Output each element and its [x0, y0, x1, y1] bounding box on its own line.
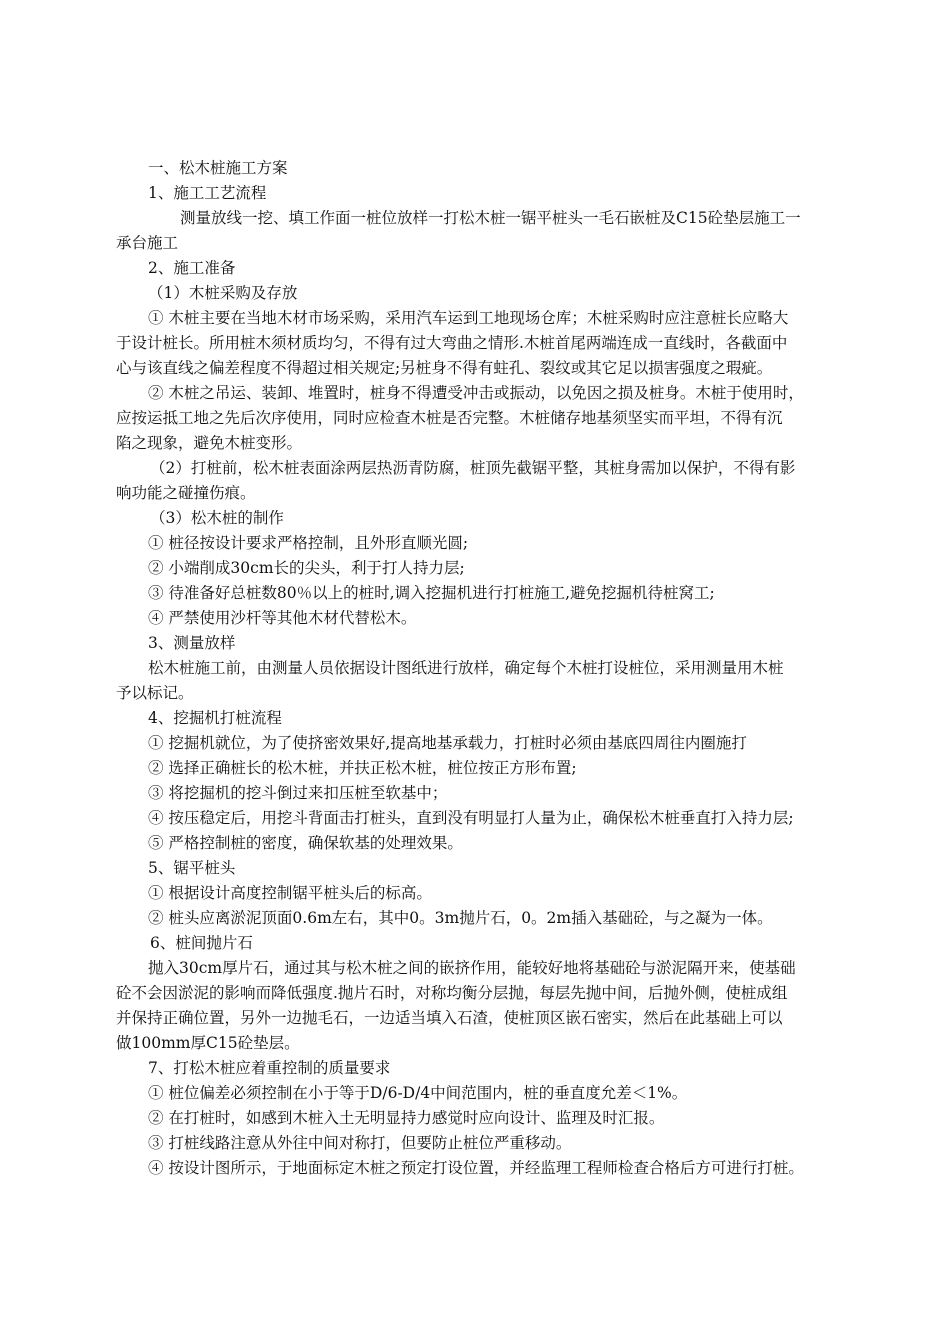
paragraph-line: 于设计桩长。所用桩木须材质均匀，不得有过大弯曲之情形.木桩首尾两端连成一直线时，各截面中	[116, 334, 788, 352]
list-item: ① 桩位偏差必须控制在小于等于D/6-D/4中间范围内，桩的垂直度允差＜1%。	[148, 1084, 688, 1102]
paragraph-line: 心与该直线之偏差程度不得超过相关规定;另桩身不得有蛀孔、裂纹或其它足以损害强度之瑕疵。	[116, 359, 773, 377]
list-item: ① 桩径按设计要求严格控制，且外形直顺光圆;	[148, 534, 469, 552]
paragraph-line: 测量放线一挖、填工作面一桩位放样一打松木桩一锯平桩头一毛石嵌桩及C15砼垫层施工一	[180, 209, 801, 227]
list-item: ④ 严禁使用沙杆等其他木材代替松木。	[148, 609, 417, 627]
subsection-heading: （1）木桩采购及存放	[148, 284, 298, 302]
list-item: ① 挖掘机就位，为了使挤密效果好,提高地基承载力，打桩时必须由基底四周往内圈施打	[148, 734, 747, 752]
subsection-heading: 4、挖掘机打桩流程	[148, 709, 282, 727]
list-item: ② 木桩之吊运、装卸、堆置时，桩身不得遭受冲击或振动，以免因之损及桩身。木桩于使用时，	[148, 384, 804, 402]
paragraph-line: 并保持正确位置，另外一边抛毛石，一边适当填入石渣，使桩顶区嵌石密实，然后在此基础上可以	[116, 1009, 783, 1027]
paragraph-line: 响功能之碰撞伤痕。	[116, 484, 256, 502]
list-item: ③ 打桩线路注意从外往中间对称打，但要防止桩位严重移动。	[148, 1134, 572, 1152]
list-item: ② 在打桩时，如感到木桩入土无明显持力感觉时应向设计、监理及时汇报。	[148, 1109, 665, 1127]
subsection-heading: 5、锯平桩头	[148, 859, 236, 877]
list-item: ⑤ 严格控制桩的密度，确保软基的处理效果。	[148, 834, 463, 852]
paragraph-line: 砼不会因淤泥的影响而降低强度.抛片石时，对称均衡分层抛，每层先抛中间，后抛外侧，使桩成组	[116, 984, 788, 1002]
paragraph-line: 承台施工	[116, 234, 179, 252]
list-item: （2）打桩前，松木桩表面涂两层热沥青防腐，桩顶先截锯平整，其桩身需加以保护，不得有影	[150, 459, 796, 477]
paragraph-line: 应按运抵工地之先后次序使用，同时应检查木桩是否完整。木桩储存地基须坚实而平坦，不得有沉	[116, 409, 783, 427]
subsection-heading: 7、打松木桩应着重控制的质量要求	[148, 1059, 391, 1077]
section-heading: 一、松木桩施工方案	[148, 159, 288, 177]
subsection-heading: 1、施工工艺流程	[148, 184, 267, 202]
list-item: ② 小端削成30cm长的尖头，利于打人持力层;	[148, 559, 465, 577]
list-item: ① 根据设计高度控制锯平桩头后的标高。	[148, 884, 432, 902]
list-item: ② 选择正确桩长的松木桩，并扶正松木桩，桩位按正方形布置;	[148, 759, 577, 777]
paragraph-line: 抛入30cm厚片石，通过其与松木桩之间的嵌挤作用，能较好地将基础砼与淤泥隔开来，使基础	[148, 959, 796, 977]
subsection-heading: 2、施工准备	[148, 259, 236, 277]
list-item: ③ 将挖掘机的挖斗倒过来扣压桩至软基中；	[148, 784, 448, 802]
list-item: ③ 待准备好总桩数80％以上的桩时,调入挖掘机进行打桩施工,避免挖掘机待桩窝工;	[148, 584, 715, 602]
subsection-heading: （3）松木桩的制作	[150, 509, 284, 527]
paragraph-line: 做100mm厚C15砼垫层。	[116, 1034, 300, 1052]
paragraph-line: 陷之现象，避免木桩变形。	[116, 434, 303, 452]
list-item: ④ 按设计图所示，于地面标定木桩之预定打设位置，并经监理工程师检查合格后方可进行打桩。	[148, 1159, 804, 1177]
list-item: ④ 按压稳定后，用挖斗背面击打桩头，直到没有明显打人量为止，确保松木桩垂直打入持力层;	[148, 809, 794, 827]
paragraph-line: 松木桩施工前，由测量人员依据设计图纸进行放样，确定每个木桩打设桩位，采用测量用木桩	[148, 659, 784, 677]
subsection-heading: 6、桩间抛片石	[150, 934, 253, 952]
list-item: ① 木桩主要在当地木材市场采购，采用汽车运到工地现场仓库；木桩采购时应注意桩长应略大	[148, 309, 789, 327]
paragraph-line: 予以标记。	[116, 684, 194, 702]
subsection-heading: 3、测量放样	[148, 634, 236, 652]
list-item: ② 桩头应离淤泥顶面0.6m左右，其中0。3m抛片石，0。2m插入基础砼，与之凝为一体。	[148, 909, 773, 927]
